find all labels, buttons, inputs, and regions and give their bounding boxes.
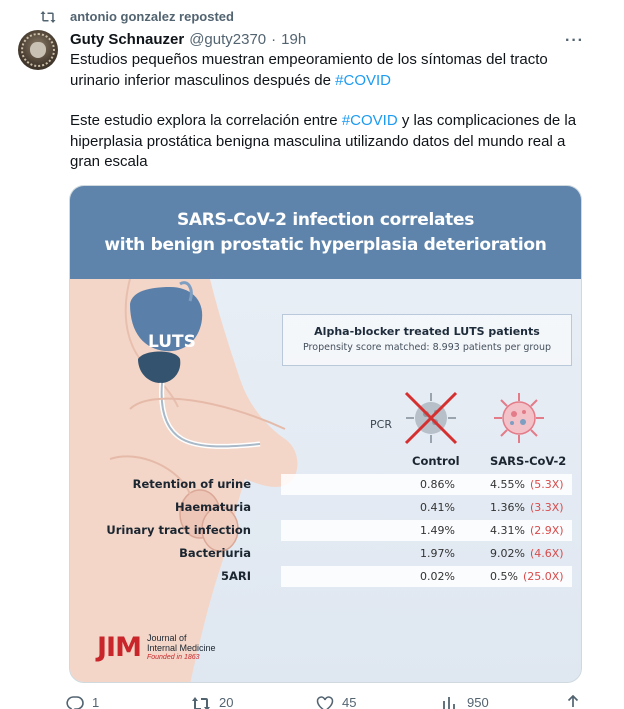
journal-line1: Journal of bbox=[146, 632, 187, 643]
infographic-title bbox=[70, 186, 581, 279]
row-covid-value: 4.31% bbox=[490, 524, 525, 537]
hashtag-link[interactable]: #COVID bbox=[335, 71, 391, 89]
avatar[interactable] bbox=[18, 30, 58, 70]
row-covid-value: 1.36% bbox=[490, 501, 525, 514]
repost-header[interactable] bbox=[40, 9, 234, 24]
column-header-control: Control bbox=[412, 454, 460, 468]
views-button[interactable] bbox=[441, 695, 489, 709]
author-handle[interactable]: @guty2370 bbox=[189, 31, 267, 48]
row-covid-cell bbox=[490, 570, 564, 583]
views-count: 950 bbox=[467, 695, 489, 709]
repost-icon bbox=[191, 695, 211, 709]
luts-label: LUTS bbox=[148, 332, 196, 352]
infographic-title-line1: SARS-CoV-2 infection correlates bbox=[176, 210, 475, 230]
virus-negative-icon bbox=[402, 389, 460, 447]
row-control-value: 0.02% bbox=[420, 570, 455, 583]
row-covid-cell bbox=[490, 501, 564, 514]
repost-button[interactable] bbox=[191, 695, 233, 709]
journal-mark: JIM bbox=[97, 632, 141, 663]
row-multiplier: (25.0X) bbox=[522, 570, 564, 583]
cohort-title: Alpha-blocker treated LUTS patients bbox=[314, 325, 540, 338]
avatar-schnauzer-icon bbox=[30, 42, 46, 58]
row-label: 5ARI bbox=[220, 569, 251, 583]
like-count: 45 bbox=[342, 695, 357, 709]
journal-logo bbox=[97, 632, 216, 663]
row-covid-value: 9.02% bbox=[490, 547, 525, 560]
column-header-covid: SARS-CoV-2 bbox=[490, 454, 567, 468]
tweet-paragraph-1 bbox=[70, 50, 590, 91]
action-bar bbox=[66, 695, 586, 709]
row-covid-cell bbox=[490, 524, 564, 537]
row-label: Retention of urine bbox=[132, 477, 251, 491]
infographic-title-line2: with benign prostatic hyperplasia deterioration bbox=[104, 235, 547, 255]
pcr-label: PCR bbox=[370, 418, 392, 431]
row-control-value: 0.86% bbox=[420, 478, 455, 491]
row-control-value: 1.97% bbox=[420, 547, 455, 560]
tweet-text-2: Este estudio explora la correlación entre bbox=[70, 112, 342, 129]
share-button[interactable] bbox=[566, 695, 580, 709]
row-control-value: 0.41% bbox=[420, 501, 455, 514]
row-covid-cell bbox=[490, 478, 564, 491]
author-name[interactable]: Guty Schnauzer bbox=[70, 31, 185, 48]
reply-icon bbox=[66, 695, 84, 709]
row-multiplier: (4.6X) bbox=[529, 547, 564, 560]
tweet-text bbox=[70, 50, 590, 173]
repost-icon bbox=[40, 10, 56, 24]
row-covid-cell bbox=[490, 547, 564, 560]
row-control-value: 1.49% bbox=[420, 524, 455, 537]
more-options-button[interactable] bbox=[565, 32, 584, 50]
tweet-text-3: y las complicaciones de la hiperplasia prostática benigna masculina utilizando datos del mundo real a gran escala bbox=[70, 112, 577, 170]
row-label: Haematuria bbox=[175, 500, 251, 514]
more-dots-icon: ··· bbox=[565, 32, 584, 49]
views-chart-icon bbox=[441, 695, 459, 709]
separator-dot: · bbox=[271, 31, 277, 48]
heart-icon bbox=[316, 695, 334, 709]
reply-count: 1 bbox=[92, 695, 100, 709]
row-multiplier: (3.3X) bbox=[529, 501, 564, 514]
cohort-box bbox=[282, 314, 572, 366]
hashtag-link[interactable]: #COVID bbox=[341, 112, 398, 129]
tweet-paragraph-2 bbox=[70, 111, 590, 173]
like-button[interactable] bbox=[316, 695, 356, 709]
journal-founded: Founded in 1863 bbox=[146, 653, 200, 661]
virus-positive-icon bbox=[490, 389, 548, 447]
share-icon bbox=[566, 695, 580, 709]
row-label: Bacteriuria bbox=[179, 546, 251, 560]
timestamp[interactable]: 19h bbox=[281, 31, 307, 48]
reply-button[interactable] bbox=[66, 695, 99, 709]
row-multiplier: (2.9X) bbox=[529, 524, 564, 537]
row-multiplier: (5.3X) bbox=[529, 478, 564, 491]
row-covid-value: 4.55% bbox=[490, 478, 525, 491]
tweet-header bbox=[70, 31, 306, 48]
row-covid-value: 0.5% bbox=[490, 570, 518, 583]
tweet-text-1: Estudios pequeños muestran empeoramiento de los síntomas del tracto urinario inferior masculinos después de bbox=[70, 51, 548, 89]
repost-count: 20 bbox=[219, 695, 234, 709]
row-label: Urinary tract infection bbox=[106, 523, 251, 537]
repost-text: antonio gonzalez reposted bbox=[70, 9, 234, 24]
journal-name bbox=[147, 633, 216, 663]
tweet-image[interactable] bbox=[69, 185, 582, 683]
cohort-subtitle: Propensity score matched: 8.993 patients per group bbox=[303, 342, 551, 353]
journal-line2: Internal Medicine bbox=[146, 642, 216, 653]
